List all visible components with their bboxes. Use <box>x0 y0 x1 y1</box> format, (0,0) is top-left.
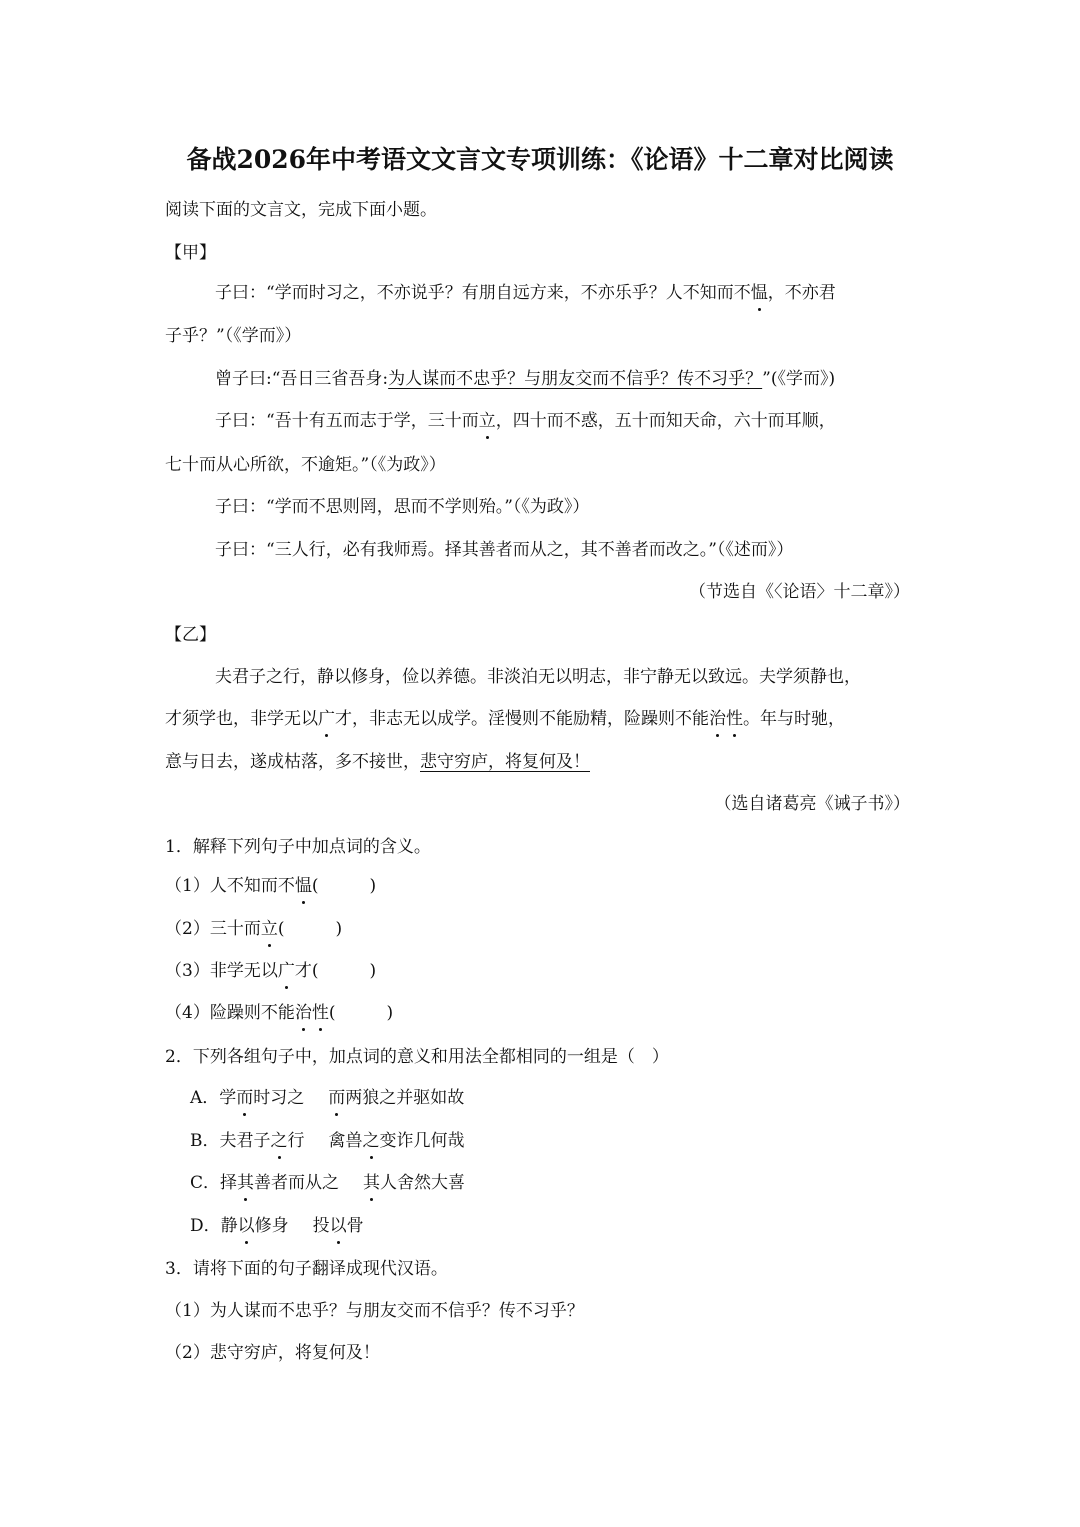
dotted-word: 治 <box>295 1000 312 1026</box>
text-run: 两狼之并驱如故 <box>345 1088 465 1108</box>
item-number: （1） <box>165 876 210 896</box>
answer-blank[interactable]: ( ) <box>328 1003 394 1023</box>
text-run: 变诈几何哉 <box>379 1131 465 1151</box>
section-label-yi: 【乙】 <box>165 625 216 645</box>
dotted-word: 愠 <box>751 280 768 306</box>
answer-blank[interactable]: 才( ) <box>294 961 377 981</box>
underlined-sentence: 悲守穷庐，将复何及！ <box>420 752 590 772</box>
question-3-item: （1）为人谋而不忠乎？与朋友交而不信乎？传不习乎？ <box>165 1301 584 1321</box>
text-run: 意与日去，遂成枯落，多不接世， <box>165 752 420 772</box>
dotted-word: 而 <box>236 1085 253 1111</box>
jia-paragraph-1 <box>215 280 915 306</box>
option-letter: C． <box>190 1173 221 1193</box>
question-2-option-a[interactable] <box>190 1085 940 1111</box>
question-3-stem: 3．请将下面的句子翻译成现代汉语。 <box>165 1259 448 1279</box>
answer-blank[interactable]: ( ) <box>311 876 377 896</box>
dotted-word: 之 <box>271 1128 288 1154</box>
question-2-stem: 2．下列各组句子中，加点词的意义和用法全都相同的一组是（ ） <box>165 1047 669 1067</box>
option-letter: B． <box>190 1131 220 1151</box>
question-2-option-c[interactable] <box>190 1170 940 1196</box>
text-run: 才须学也，非学无以 <box>165 709 318 729</box>
item-number: （4） <box>165 1003 210 1023</box>
text-run: 非学无以 <box>209 961 278 981</box>
dotted-word: 立 <box>479 408 496 434</box>
dotted-word: 治 <box>709 706 726 732</box>
dotted-word: 以 <box>238 1213 255 1239</box>
yi-source: （选自诸葛亮《诫子书》） <box>714 794 910 814</box>
dotted-word: 其 <box>363 1170 380 1196</box>
text-run: 行 <box>287 1131 305 1151</box>
text-run: 人不知而不 <box>209 876 295 896</box>
jia-paragraph-5: 子曰：“三人行，必有我师焉。择其善者而从之，其不善者而改之。”（《述而》） <box>215 540 794 560</box>
text-run: 学 <box>219 1088 237 1108</box>
instruction: 阅读下面的文言文，完成下面小题。 <box>165 200 437 220</box>
question-1-item <box>165 958 915 984</box>
jia-paragraph-3-cont: 七十而从心所欲，不逾矩。”（《为政》） <box>165 455 446 475</box>
dotted-word: 立 <box>261 916 278 942</box>
text-run: 人舍然大喜 <box>380 1173 466 1193</box>
jia-paragraph-2 <box>215 366 915 392</box>
text-run: 夫君子 <box>219 1131 271 1151</box>
item-number: （3） <box>165 961 210 981</box>
text-run: 子曰：“吾十有五而志于学，三十而 <box>215 411 479 431</box>
jia-paragraph-1-cont: 子乎？”（《学而》） <box>165 326 302 346</box>
question-1-item <box>165 1000 915 1026</box>
yi-paragraph-1: 夫君子之行，静以修身，俭以养德。非淡泊无以明志，非宁静无以致远。夫学须静也， <box>215 667 861 687</box>
text-run: 。年与时驰， <box>743 709 845 729</box>
dotted-word: 以 <box>330 1213 347 1239</box>
answer-blank[interactable]: ( ) <box>277 919 343 939</box>
text-run: 曾子曰:“吾日三省吾身: <box>215 369 389 389</box>
text-run: 骨 <box>346 1216 364 1236</box>
dotted-word: 广 <box>278 958 295 984</box>
section-label-jia: 【甲】 <box>165 243 216 263</box>
question-2-option-b[interactable] <box>190 1128 940 1154</box>
dotted-word: 广 <box>318 706 335 732</box>
jia-paragraph-4: 子曰：“学而不思则罔，思而不学则殆。”（《为政》） <box>215 497 590 517</box>
text-run: 静 <box>220 1216 238 1236</box>
dotted-word: 而 <box>328 1085 345 1111</box>
dotted-word: 性 <box>312 1000 329 1026</box>
question-1-item <box>165 916 915 942</box>
text-run: 投 <box>312 1216 330 1236</box>
text-run: 禽兽 <box>328 1131 363 1151</box>
yi-paragraph-3 <box>165 749 915 775</box>
question-1-stem: 1．解释下列句子中加点词的含义。 <box>165 837 431 857</box>
text-run: 子曰：“学而时习之，不亦说乎？有朋自远方来，不亦乐乎？人不知而不 <box>215 283 751 303</box>
text-run: 修身 <box>254 1216 289 1236</box>
dotted-word: 之 <box>363 1128 380 1154</box>
option-letter: D． <box>190 1216 221 1236</box>
text-run: 时习之 <box>253 1088 305 1108</box>
question-2-option-d[interactable] <box>190 1213 940 1239</box>
item-number: （2） <box>165 919 210 939</box>
text-run: ，不亦君 <box>767 283 836 303</box>
option-letter: A． <box>190 1088 220 1108</box>
underlined-sentence: 为人谋而不忠乎？与朋友交而不信乎？传不习乎？ <box>388 369 763 389</box>
yi-paragraph-2 <box>165 706 915 732</box>
text-run: 才，非志无以成学。淫慢则不能励精，险躁则不能 <box>335 709 709 729</box>
dotted-word: 其 <box>237 1170 254 1196</box>
question-3-item: （2）悲守穷庐，将复何及！ <box>165 1343 380 1363</box>
dotted-word: 愠 <box>295 873 312 899</box>
question-1-item <box>165 873 915 899</box>
jia-paragraph-3 <box>215 408 915 434</box>
text-run: 善者而从之 <box>254 1173 340 1193</box>
text-run: 择 <box>220 1173 238 1193</box>
dotted-word: 性 <box>726 706 743 732</box>
text-run: 险躁则不能 <box>209 1003 295 1023</box>
jia-source: （节选自《〈论语〉十二章》） <box>689 582 910 602</box>
text-run: ”(《学而》) <box>762 369 836 389</box>
page-title: 备战2026年中考语文文言文专项训练：《论语》十二章对比阅读 <box>186 145 894 174</box>
text-run: ，四十而不惑，五十而知天命，六十而耳顺， <box>495 411 836 431</box>
text-run: 三十而 <box>209 919 261 939</box>
